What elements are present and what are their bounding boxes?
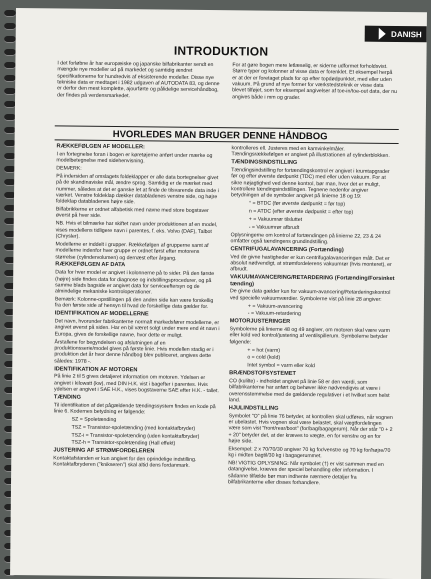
paragraph: Oplysningerne om kontrol af fortændingen på linierne 22, 23 & 24 omfatter også tændingens grundindstilling. [230, 231, 381, 246]
subsection-heading: CENTRIFUGALAVANCERING (Fortænding) [230, 246, 344, 254]
paragraph: På indersiden af omslagets foldeklapper er alle data bortegnelser givet på de skandinaviske mål, ændre sprog. Samtidig er de mærket med nummer, således at det er ganske let at finde de tilsvarende data inde i værket. Venstre foldeklap dækker databladenes venstre side, og højre foldeklap databladenes højre side. [55, 173, 219, 206]
paragraph: Bilfabrikkerne er ordnet alfabetisk med navne med store bogstaver øverst på hver side. [55, 206, 209, 220]
subsection-heading: VAKUUMAVANCERING/RETARDERING (Fortænding/Forsinket tænding) [230, 274, 395, 288]
paragraph: NB! VIGTIG OPLYSNING: Når symbolet (†) er vist sammen med en datangivelse, kræves der speciel behandling eller information. I sådanne tilfælde bør man indhente nærmere detaljer fra bilfabrikanterne eller disses forhandlere. [228, 460, 384, 487]
symbol-definition: Intet symbol = varm eller kold [247, 362, 315, 370]
paragraph: I en fortegnelse foran i bogen er køretøjerne anført under mærke og modelbetegnelse med sidehenvisning. [56, 151, 213, 165]
arrow-right-icon [379, 28, 386, 40]
binder-ring [4, 49, 16, 56]
paragraph: Data for hver model er angivet i kolonnerne på to sider. På den første (højre) side findes data for diagnose og indstillingsprocedurer, og på samme blads bagside er angivet data for serviceeftersyn og de almindelige mekaniske kontroloperationer. [55, 269, 215, 296]
binder-ring [4, 62, 16, 69]
symbol-definition: - = Vakuumrør afbrudt [248, 224, 300, 231]
paragraph: De givne data gælder kun for vakuum-avancering/Retarderingskontrol ved specielle vakuumværdier. Symbolerne vist på linie 28 angiver: [229, 288, 391, 303]
binder-ring [4, 75, 16, 82]
paragraph: Symbolerne på linierne 48 og 49 angiver, om motoren skal være varm eller kold ved kontrol/justering af ventilspillerum. Symbolerne betyder følgende: [229, 326, 390, 346]
subsection-heading: TÆNDING [53, 394, 82, 401]
symbol-definition: o = cold (kold) [247, 354, 281, 362]
subsection-heading: MOTORJUSTERINGER [229, 318, 291, 326]
paragraph: Årstallene for begyndelsen og afslutningen af en produktionsserie/model gives på første linie. Hvis modellen stadig er i produktion det år hvor denne håndbog blev publiceret, angives dette således: 1978 -. [54, 339, 214, 365]
subsection-heading: IDENTIFIKATION AF MOTOREN [54, 365, 138, 373]
intro-right: For at gøre bogen mere letlæselig, er siderne udformet forholdsvist. Større typer og kolonner af visse data er forenklet. Et eksempel herpå er at der er foretaget plads for op efter topdødpunktet, med eller uden vakuum. På grund af nye former for værkstedsteknik er visse data blevet tilføjet, som for eksempel angivelser af toe-in/toe-out data, der nu angives både i mm og grader. [232, 62, 398, 101]
intro-left: I det forløbne år har europæiske og japanske bilfabrikanter sendt en mængde nye modeller ud på markedet og samtidig ændret specifikationerne for hundredvis af eksisterende modeller. Disse nye tekniske data er medtaget i 1982 udgaven af AUTODATA 83, og denne er derfor den mest komplette, ajourførte og pålidelige servicehåndbog, der findes på verdensmarkedet. [57, 60, 220, 99]
paragraph: kontrolleres ell. Justeres med en kamvinkelmåler. Tændingsrækkefølgen er angivet på illustrationen af cylinderblokken. [231, 145, 390, 160]
symbol-definition: + = Vakuum-avancering [247, 303, 303, 310]
intro-columns [57, 60, 397, 102]
symbol-definition: TSZ-h = Transistor-spoletænding (Hall effekt) [71, 440, 176, 448]
binder-ring [4, 23, 16, 30]
symbol-definition: - = Vakuum-retardering [247, 310, 301, 318]
right-column [228, 145, 397, 489]
subsection-heading: RÆKKEFØLGEN AF MODELLER: [56, 143, 145, 151]
binder-ring [4, 36, 16, 43]
paragraph: Til identifikation af det pågældende tændingssystem findes en kode på linie 6. Kodernes betydning er følgende: [53, 402, 216, 416]
manual-page [10, 8, 427, 579]
symbol-definition: SZ = Spoletænding [71, 416, 117, 423]
subsection-heading: TÆNDINGSINDSTILLING [231, 159, 298, 167]
subsection-heading: HJULINDSTILLING [228, 405, 279, 412]
section-title: HVORLEDES MAN BRUGER DENNE HÅNDBOG [112, 129, 328, 143]
paragraph: Kontaktafstanden er kun angivet for den oprindelige indstilling. Kontaktafbryderen ("knikseren") skal altid dens fordanmark. [53, 455, 197, 470]
left-column [53, 143, 222, 487]
page-title: INTRODUKTION [173, 43, 269, 59]
paragraph: Tændingsindstilling for fortændingskontrol er angivet i krumtapgrader før og efter øverste dødpunkt (TDC) med eller uden vakuum. For at sikre nøjagtighed ved denne kontrol, bør man, hvor det er muligt, kontrollere tændingsindstillingen. Tegnene nedenfor angiver betydningen af de symboler angivet på linierne 18 og 19: [231, 167, 390, 201]
paragraph: Det navn, hvorunder fabrikanterne normalt markedsfører modellerne, er angivet øverst på siden. Har en bil været solgt under mere end ét navn i Europa, gives de forskellige navne, hvor dette er muligt. [54, 318, 220, 339]
subsection-heading: JUSTERING AF STRØMFORDELEREN [53, 447, 155, 455]
paragraph: Bemærk: Kolonne-opstillingen på den anden side kan være forskellig fra den første side af hensyn til hvad de forskellige data gælder for. [54, 296, 214, 311]
symbol-definition: + = hot (varm) [247, 347, 281, 354]
main-columns [53, 143, 397, 489]
symbol-definition: TSZ-i = Transistor-spoletænding (uden kontaktafbryder) [71, 432, 200, 440]
paragraph: DEMÆRK: [56, 165, 82, 172]
paragraph: Eksempel: 2 x 70/70/30 angiver 70 kg for/venstre og 70 kg for/højre/70 kg i midten bagtil/30 kg i bagagerummet. [228, 446, 391, 460]
subsection-heading: BRÆNDSTOFSYSTEMET [229, 370, 296, 378]
subsection-heading: IDENTIFIKATION AF MODELLERNE [54, 310, 149, 318]
paragraph: På linie 2 til 5 gives detaljeret information om motoren. Ydelsen er angivet i kilowatt (kw), med DIN H.K. vist i bagefter i parentes. Hvis ydelsen er angivet i SAE H.K., vises bogstaverne SAE efter H.K. - tallet. [53, 373, 219, 395]
paragraph: CO (kulilte) - indholdet angivet på linie 58 er den værdi, som bilfabrikanterne har anført og behøver ikke nødvendigvis at være i overensstemmelse med de gældende regulativer i et hvilket som helst land. [228, 378, 390, 404]
symbol-definition: n = ATDC (efter øverste dødpunkt = efter top) [248, 208, 354, 216]
binder-ring [4, 10, 16, 17]
symbol-definition: ° = BTDC (før øverste dødpunkt = før top) [248, 200, 346, 208]
paragraph: Ved de givne hastigheder er kun centrifugalavanceringen målt. Det er absolut nødvendigt, at strømfordelerens vakuumrør (hvis monteret), er afbrudt. [230, 253, 392, 273]
paragraph: Symbolet "O" på linie 76 betyder, at kontrollen skal udføres, når vognen er ubelastet. Hvis vognen skal være belastet, skal vægtfordelingen være som vist "front/rear/boot" (for/bag/bagagerum). Når der står "0 + 2 + 20" betyder det, at der kræves to vægte, en for venstre og en for højre side. [228, 412, 393, 445]
symbol-definition: TSZ = Transistor-spoletænding (med kontaktafbryder) [71, 424, 196, 432]
paragraph: Modellerne er inddelt i grupper. Rækkefølgen af grupperne samt af modellerne indenfor hver gruppe er ordnet først efter motorens størrelse (cylindervolumen) og dernæst efter årgang. [55, 241, 209, 262]
symbol-definition: + = Vakuumrør tilsluttet [248, 216, 303, 223]
language-tab[interactable] [365, 26, 427, 43]
subsection-heading: RÆKKEFØLGEN AF DATA [55, 261, 126, 269]
language-tab-label: DANISH [391, 29, 422, 39]
paragraph: NB. Hvis et bilmærke har skiftet navn under produktionen af en model, vises modellens tidligere navn i parentes, f. eks. Volvo (DAF), Talbot (Chrysler). [55, 220, 218, 240]
